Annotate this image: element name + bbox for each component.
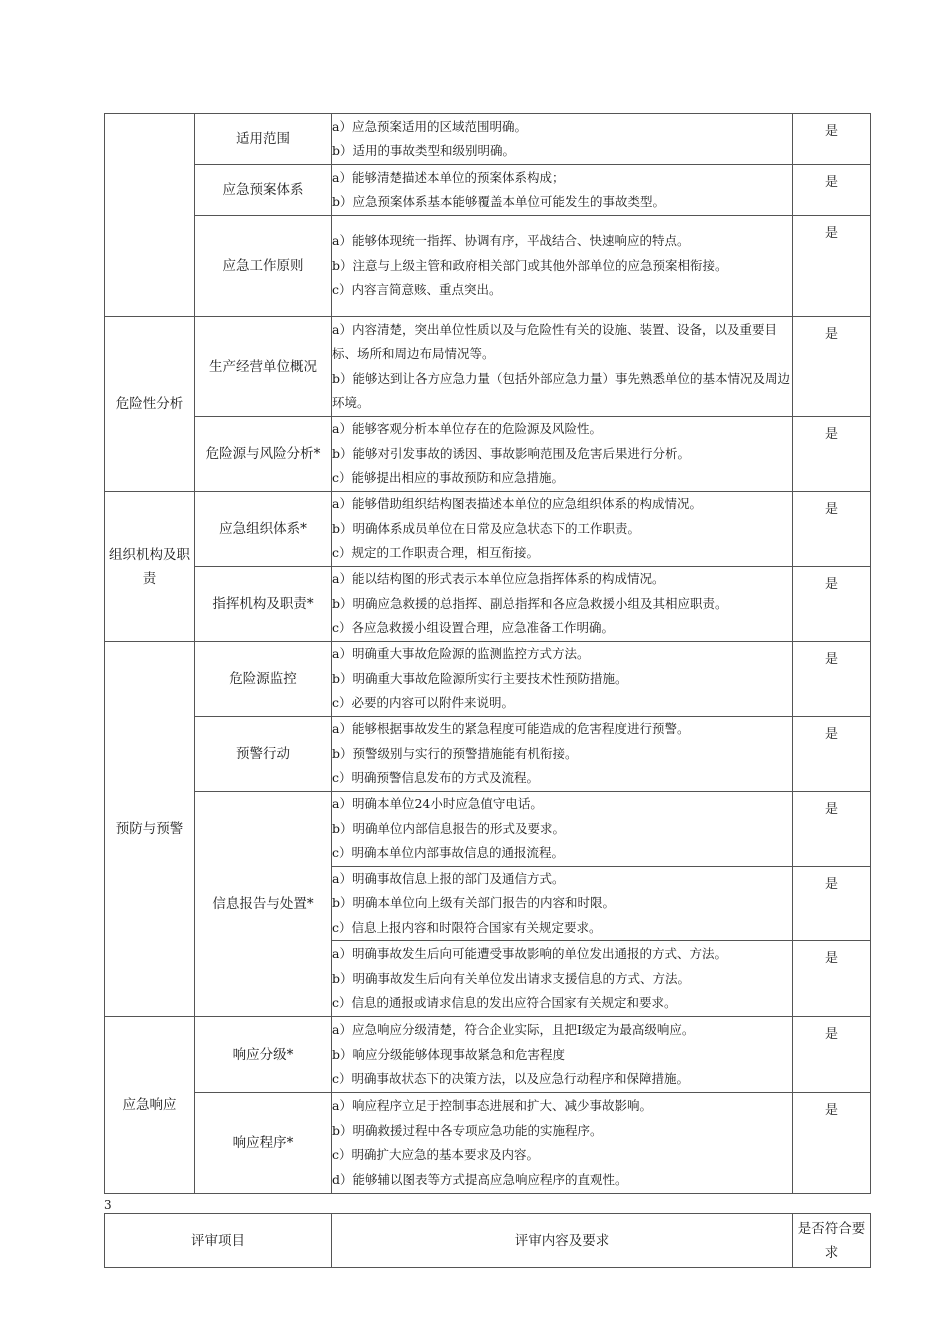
compliance-cell: 是 (793, 1093, 871, 1194)
requirement-line: c）明确事故状态下的决策方法，以及应急行动程序和保障措施。 (332, 1070, 690, 1086)
table-row (105, 317, 871, 417)
requirement-line: b）适用的事故类型和级别明确。 (332, 143, 516, 158)
review-item-cell: 应急工作原则 (195, 216, 332, 317)
requirement-line: a）明确事故信息上报的部门及通信方式。 (332, 871, 565, 886)
requirement-line: c）明确本单位内部事故信息的通报流程。 (332, 845, 565, 861)
review-item-cell: 应急组织体系* (195, 492, 332, 567)
requirement-line: b）明确本单位向上级有关部门报告的内容和时限。 (332, 895, 616, 911)
requirement-line: d）能够辅以图表等方式提高应急响应程序的直观性。 (332, 1171, 628, 1187)
table-row (105, 417, 871, 492)
requirement-line: b）注意与上级主管和政府相关部门或其他外部单位的应急预案相衔接。 (332, 257, 728, 273)
table-row (105, 114, 871, 165)
compliance-cell: 是 (793, 317, 871, 417)
table-row (105, 717, 871, 792)
requirement-line: a）内容清楚，突出单位性质以及与危险性有关的设施、装置、设备，以及重要目标、场所和周边布局情况等。 (332, 321, 777, 362)
compliance-cell: 是 (793, 492, 871, 567)
requirement-line: c）信息上报内容和时限符合国家有关规定要求。 (332, 919, 602, 935)
requirement-cell (332, 567, 793, 642)
requirement-line: b）明确救援过程中各专项应急功能的实施程序。 (332, 1122, 603, 1138)
requirement-line: a）能够体现统一指挥、协调有序，平战结合、快速响应的特点。 (332, 233, 690, 249)
requirement-line: a）应急预案适用的区域范围明确。 (332, 118, 527, 134)
table-row (105, 1093, 871, 1194)
table-header (104, 1213, 871, 1268)
requirement-cell (332, 941, 793, 1017)
header-review-content: 评审内容及要求 (332, 1214, 793, 1268)
requirement-line: a）明确重大事故危险源的监测监控方式方法。 (332, 646, 590, 662)
requirement-cell (332, 216, 793, 317)
requirement-line: a）应急响应分级清楚，符合企业实际，且把Ⅰ级定为最高级响应。 (332, 1022, 695, 1038)
review-item-cell: 适用范围 (195, 114, 332, 165)
review-item-cell: 响应程序* (195, 1093, 332, 1194)
compliance-cell: 是 (793, 717, 871, 792)
review-table (104, 113, 871, 1194)
category-cell: 组织机构及职责 (105, 492, 195, 642)
requirement-cell (332, 417, 793, 492)
requirement-line: b）明确应急救援的总指挥、副总指挥和各应急救援小组及其相应职责。 (332, 595, 728, 611)
requirement-line: a）能够借助组织结构图表描述本单位的应急组织体系的构成情况。 (332, 496, 702, 512)
requirement-cell (332, 1017, 793, 1093)
category-cell: 危险性分析 (105, 317, 195, 492)
requirement-cell (332, 792, 793, 867)
page-number: 3 (104, 1198, 112, 1212)
review-table-body (105, 114, 871, 1194)
table-row (105, 492, 871, 567)
requirement-line: b）明确事故发生后向有关单位发出请求支援信息的方式、方法。 (332, 970, 691, 986)
review-item-cell: 预警行动 (195, 717, 332, 792)
table-row (105, 165, 871, 216)
table-row (105, 792, 871, 867)
review-item-cell: 信息报告与处置* (195, 792, 332, 1017)
compliance-cell: 是 (793, 792, 871, 867)
category-cell: 预防与预警 (105, 642, 195, 1017)
requirement-line: a）能够清楚描述本单位的预案体系构成； (332, 169, 565, 185)
requirement-line: c）各应急救援小组设置合理，应急准备工作明确。 (332, 620, 615, 636)
requirement-cell (332, 717, 793, 792)
requirement-line: b）能够对引发事故的诱因、事故影响范围及危害后果进行分析。 (332, 445, 691, 461)
requirement-line: c）规定的工作职责合理，相互衔接。 (332, 545, 540, 561)
requirement-line: c）必要的内容可以附件来说明。 (332, 695, 515, 711)
requirement-line: b）明确单位内部信息报告的形式及要求。 (332, 820, 566, 836)
requirement-cell (332, 1093, 793, 1194)
requirement-cell (332, 165, 793, 216)
compliance-cell: 是 (793, 165, 871, 216)
header-row (105, 1214, 871, 1268)
requirement-line: b）明确重大事故危险源所实行主要技术性预防措施。 (332, 670, 628, 686)
requirement-line: c）能够提出相应的事故预防和应急措施。 (332, 470, 565, 486)
requirement-line: b）应急预案体系基本能够覆盖本单位可能发生的事故类型。 (332, 194, 666, 209)
requirement-cell (332, 867, 793, 941)
requirement-line: a）能以结构图的形式表示本单位应急指挥体系的构成情况。 (332, 571, 665, 587)
requirement-line: b）明确体系成员单位在日常及应急状态下的工作职责。 (332, 520, 641, 536)
header-compliance: 是否符合要求 (793, 1214, 871, 1268)
requirement-cell (332, 642, 793, 717)
review-item-cell: 生产经营单位概况 (195, 317, 332, 417)
requirement-line: c）内容言简意赅、重点突出。 (332, 282, 502, 298)
compliance-cell: 是 (793, 1017, 871, 1093)
requirement-line: a）能够客观分析本单位存在的危险源及风险性。 (332, 421, 602, 437)
requirement-line: c）明确预警信息发布的方式及流程。 (332, 770, 540, 786)
table-row (105, 567, 871, 642)
review-item-cell: 响应分级* (195, 1017, 332, 1093)
requirement-line: a）能够根据事故发生的紧急程度可能造成的危害程度进行预警。 (332, 721, 690, 737)
category-cell: 应急响应 (105, 1017, 195, 1194)
requirement-line: c）明确扩大应急的基本要求及内容。 (332, 1147, 540, 1163)
requirement-line: a）明确本单位24小时应急值守电话。 (332, 796, 543, 812)
compliance-cell: 是 (793, 867, 871, 941)
requirement-cell (332, 492, 793, 567)
table-row (105, 1017, 871, 1093)
review-item-cell: 危险源监控 (195, 642, 332, 717)
table-row (105, 642, 871, 717)
requirement-cell (332, 114, 793, 165)
requirement-line: a）明确事故发生后向可能遭受事故影响的单位发出通报的方式、方法。 (332, 946, 727, 962)
compliance-cell: 是 (793, 114, 871, 165)
compliance-cell: 是 (793, 941, 871, 1017)
review-item-cell: 指挥机构及职责* (195, 567, 332, 642)
category-cell (105, 114, 195, 317)
compliance-cell: 是 (793, 642, 871, 717)
requirement-cell (332, 317, 793, 417)
header-review-item: 评审项目 (105, 1214, 332, 1268)
requirement-line: b）响应分级能够体现事故紧急和危害程度 (332, 1046, 566, 1062)
compliance-cell: 是 (793, 417, 871, 492)
review-item-cell: 应急预案体系 (195, 165, 332, 216)
requirement-line: b）能够达到让各方应急力量（包括外部应急力量）事先熟悉单位的基本情况及周边环境。 (332, 370, 791, 410)
requirement-line: b）预警级别与实行的预警措施能有机衔接。 (332, 745, 578, 761)
review-item-cell: 危险源与风险分析* (195, 417, 332, 492)
requirement-line: c）信息的通报或请求信息的发出应符合国家有关规定和要求。 (332, 994, 677, 1010)
table-row (105, 216, 871, 317)
compliance-cell: 是 (793, 216, 871, 317)
requirement-line: a）响应程序立足于控制事态进展和扩大、减少事故影响。 (332, 1098, 652, 1114)
compliance-cell: 是 (793, 567, 871, 642)
